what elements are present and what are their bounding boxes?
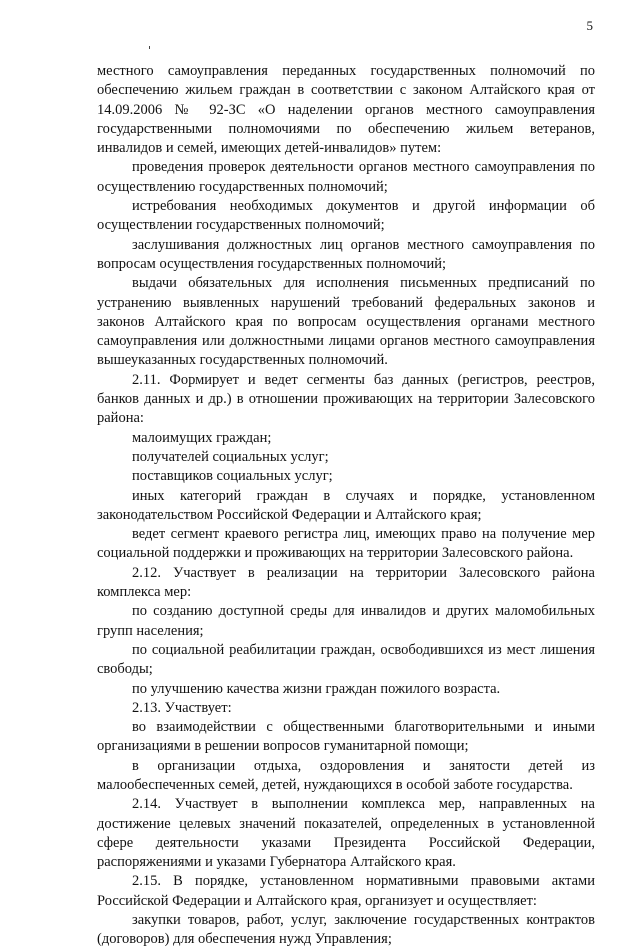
paragraph-15: по улучшению качества жизни граждан пожилого возраста. xyxy=(132,680,501,697)
paragraph-2: проведения проверок деятельности органов местного самоуправления по осуществлению государственных полномочий; xyxy=(97,159,595,195)
paragraph-6: 2.11. Формирует и ведет сегменты баз данных (регистров, реестров, банков данных и др.) в отношении проживающих на территории Залесовского района: xyxy=(97,371,595,427)
scan-speck xyxy=(149,46,150,49)
paragraph-3: истребования необходимых документов и другой информации об осуществлении государственных полномочий; xyxy=(97,198,595,234)
paragraph-12: 2.12. Участвует в реализации на территории Залесовского района комплекса мер: xyxy=(97,564,595,601)
paragraph-7: малоимущих граждан; xyxy=(132,429,272,446)
paragraph-10: иных категорий граждан в случаях и порядке, установленном законодательством Российской Федерации и Алтайского края; xyxy=(97,487,595,523)
paragraph-5: выдачи обязательных для исполнения письменных предписаний по устранению выявленных нарушений требований федеральных законов и законов Алтайского края по вопросам осуществления органами местного самоуправления или должностными лицами органов местного самоуправления вышеуказанных государственных полномочий. xyxy=(97,275,595,369)
paragraph-8: получателей социальных услуг; xyxy=(132,448,329,465)
paragraph-17: во взаимодействии с общественными благотворительными и иными организациями в решении вопросов гуманитарной помощи; xyxy=(97,719,595,755)
paragraph-9: поставщиков социальных услуг; xyxy=(132,468,333,485)
paragraph-18: в организации отдыха, оздоровления и занятости детей из малообеспеченных семей, детей, нуждающихся в особой заботе государства. xyxy=(97,757,595,793)
paragraph-1: местного самоуправления переданных государственных полномочий по обеспечению жильем граждан в соответствии с законом Алтайского края от 14.09.2006 № 92-ЗС «О наделении органов местного самоуправления государственными полномочиями по обеспечению жильем ветеранов, инвалидов и семей, имеющих детей-инвалидов» путем: xyxy=(97,63,595,157)
document-body xyxy=(97,62,595,950)
paragraph-13: по созданию доступной среды для инвалидов и других маломобильных групп населения; xyxy=(97,603,595,639)
page-number: 5 xyxy=(586,18,593,33)
paragraph-19: 2.14. Участвует в выполнении комплекса мер, направленных на достижение целевых значений показателей, определенных в установленной сфере деятельности указами Президента Российской Федерации, распоряжениями и указами Губернатора Алтайского края. xyxy=(97,796,595,871)
paragraph-4: заслушивания должностных лиц органов местного самоуправления по вопросам осуществления государственных полномочий; xyxy=(97,236,595,272)
paragraph-16: 2.13. Участвует: xyxy=(132,699,232,716)
paragraph-11: ведет сегмент краевого регистра лиц, имеющих право на получение мер социальной поддержки и проживающих на территории Залесовского района. xyxy=(97,526,595,562)
paragraph-14: по социальной реабилитации граждан, освободившихся из мест лишения свободы; xyxy=(97,641,595,678)
paragraph-20: 2.15. В порядке, установленном нормативными правовыми актами Российской Федерации и Алтайского края, организует и осуществляет: xyxy=(97,873,595,909)
paragraph-21: закупки товаров, работ, услуг, заключение государственных контрактов (договоров) для обеспечения нужд Управления; xyxy=(97,912,595,948)
